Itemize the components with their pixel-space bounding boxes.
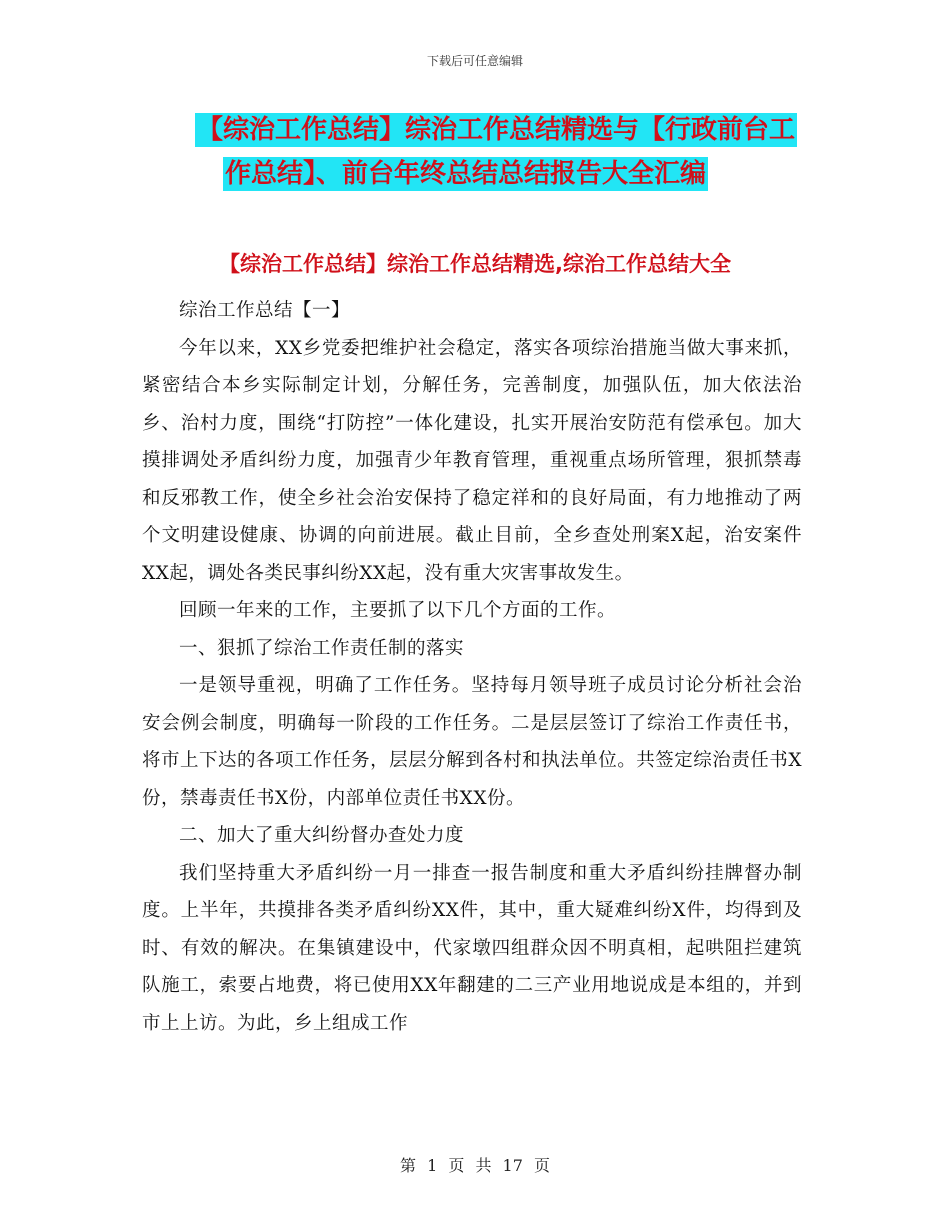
document-title-line-2: 作总结】、前台年终总结总结报告大全汇编 <box>225 159 707 189</box>
page-footer: 第 1 页 共 17 页 <box>400 1156 550 1175</box>
section-heading: 综治工作总结【一】 <box>179 300 351 321</box>
body-paragraph: 回顾一年来的工作，主要抓了以下几个方面的工作。 <box>179 600 617 621</box>
body-paragraph: 一是领导重视，明确了工作任务。坚持每月领导班子成员讨论分析社会治安会例会制度，明确每一阶段的工作任务。二是层层签订了综治工作责任书，将市上下达的各项工作任务，层层分解到各村和执法单位。共签定综治责任书X份，禁毒责任书X份，内部单位责任书XX份。 <box>142 675 802 809</box>
document-title-line-1: 【综治工作总结】综治工作总结精选与【行政前台工 <box>197 115 796 145</box>
page-header: 下载后可任意编辑 <box>426 54 523 68</box>
document-title <box>165 108 815 196</box>
document-body <box>142 292 802 1042</box>
section-heading: 二、加大了重大纠纷督办查处力度 <box>179 825 465 846</box>
section-title: 【综治工作总结】综治工作总结精选,综治工作总结大全 <box>219 252 731 276</box>
body-paragraph: 今年以来，XX乡党委把维护社会稳定，落实各项综治措施当做大事来抓，紧密结合本乡实际制定计划，分解任务，完善制度，加强队伍，加大依法治乡、治村力度，围绕“打防控”一体化建设，扎实开展治安防范有偿承包。加大摸排调处矛盾纠纷力度，加强青少年教育管理，重视重点场所管理，狠抓禁毒和反邪教工作，使全乡社会治安保持了稳定祥和的良好局面，有力地推动了两个文明建设健康、协调的向前进展。截止目前，全乡查处刑案X起，治安案件XX起，调处各类民事纠纷XX起，没有重大灾害事故发生。 <box>142 337 802 584</box>
section-heading: 一、狠抓了综治工作责任制的落实 <box>179 637 465 659</box>
body-paragraph: 我们坚持重大矛盾纠纷一月一排查一报告制度和重大矛盾纠纷挂牌督办制度。上半年，共摸排各类矛盾纠纷XX件，其中，重大疑难纠纷X件，均得到及时、有效的解决。在集镇建设中，代家墩四组群众因不明真相，起哄阻拦建筑队施工，索要占地费，将已使用XX年翻建的二三产业用地说成是本组的，并到市上上访。为此，乡上组成工作 <box>142 862 802 1034</box>
